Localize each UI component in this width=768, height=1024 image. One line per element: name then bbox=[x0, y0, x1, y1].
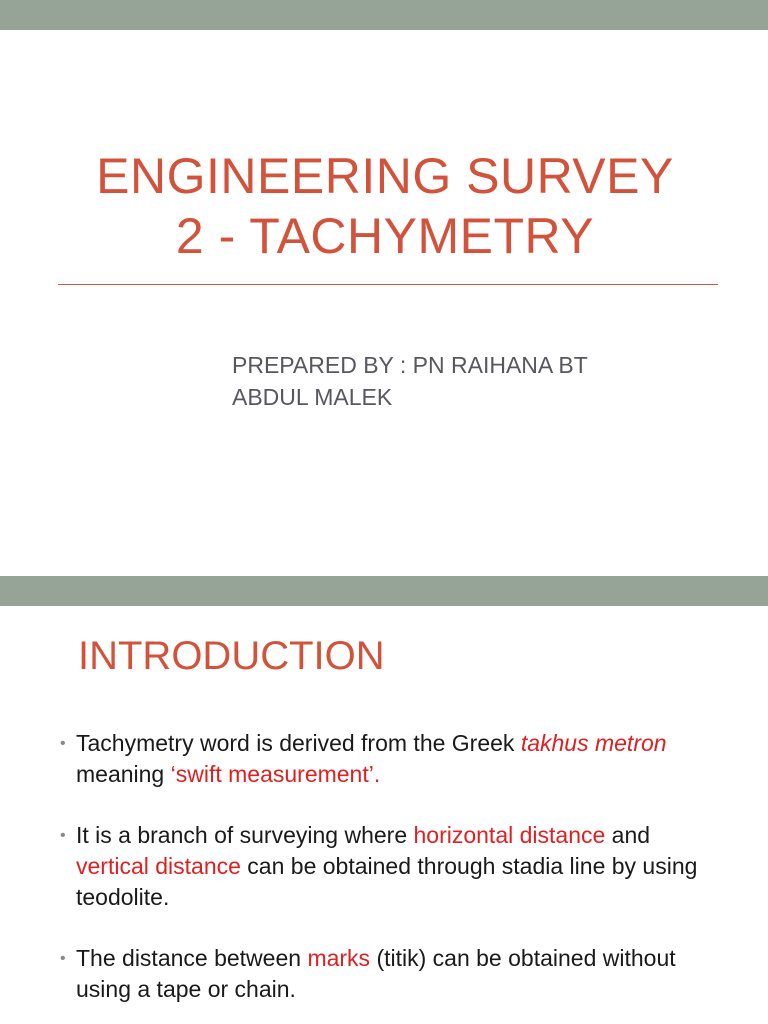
prepared-by-line-2: ABDUL MALEK bbox=[232, 384, 393, 410]
bullet-item-2 bbox=[60, 820, 700, 913]
bullet-2-text-a: It is a branch of surveying where bbox=[76, 822, 414, 848]
bullet-1-text-b: meaning bbox=[76, 761, 171, 787]
slide-title bbox=[40, 146, 730, 266]
top-band bbox=[0, 0, 768, 30]
bullet-dot-icon: • bbox=[60, 735, 66, 752]
bullet-dot-icon: • bbox=[60, 950, 66, 967]
bullet-1-greek-term: takhus metron bbox=[520, 730, 667, 756]
bullet-dot-icon: • bbox=[60, 827, 66, 844]
slide-separator-band bbox=[0, 576, 768, 606]
bullet-2-text-b: and bbox=[605, 822, 651, 848]
introduction-heading: INTRODUCTION bbox=[78, 634, 385, 678]
prepared-by bbox=[232, 349, 672, 413]
bullet-3-marks: marks bbox=[307, 945, 371, 971]
bullet-item-1 bbox=[60, 728, 700, 790]
bullet-list bbox=[60, 728, 700, 1024]
bullet-item-3 bbox=[60, 943, 700, 1005]
title-slide bbox=[0, 30, 768, 576]
bullet-1-meaning: ‘swift measurement’. bbox=[170, 761, 381, 787]
bullet-3-text-b: (titik) can be obtained without using a tape or chain. bbox=[76, 945, 676, 1002]
bullet-2-vertical-distance: vertical distance bbox=[76, 853, 241, 879]
title-line-2: 2 - TACHYMETRY bbox=[175, 208, 595, 264]
bullet-3-text-a: The distance between bbox=[76, 945, 308, 971]
prepared-by-line-1: PREPARED BY : PN RAIHANA BT bbox=[232, 352, 588, 378]
title-divider bbox=[58, 284, 718, 285]
bullet-1-text-a: Tachymetry word is derived from the Greek bbox=[76, 730, 521, 756]
title-line-1: ENGINEERING SURVEY bbox=[96, 148, 674, 204]
bullet-2-horizontal-distance: horizontal distance bbox=[413, 822, 606, 848]
bullet-2-text-c: can be obtained through stadia line by using teodolite. bbox=[76, 853, 698, 910]
introduction-slide bbox=[0, 606, 768, 1024]
